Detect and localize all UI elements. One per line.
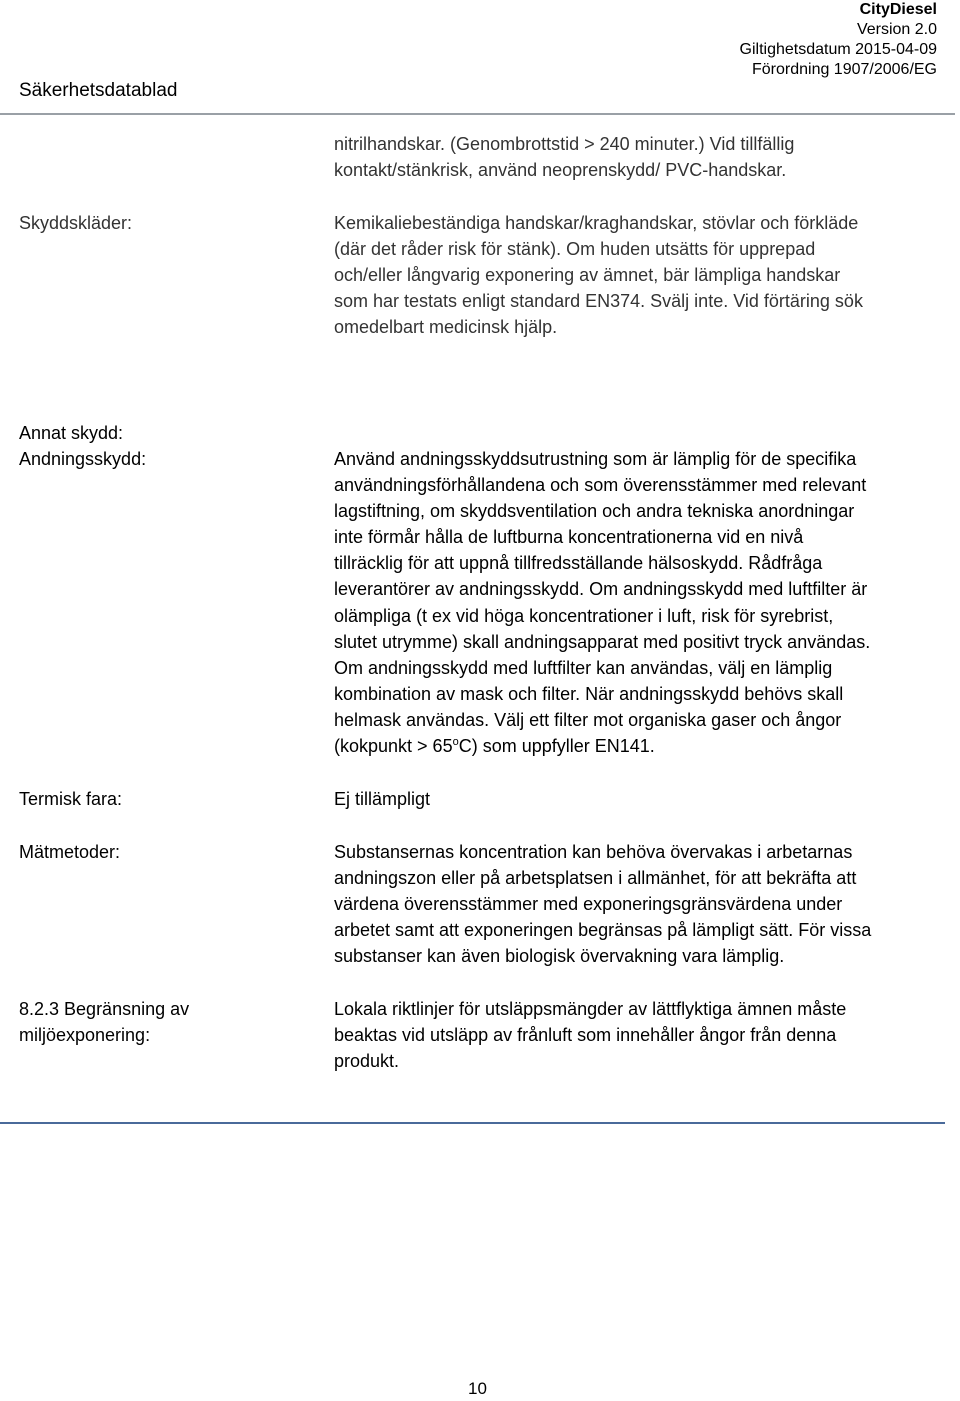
text-line: andningszon eller på arbetsplatsen i allmänhet, för att bekräfta att (334, 868, 857, 888)
text-line: produkt. (334, 1051, 400, 1071)
text-line: Kemikaliebeständiga handskar/kraghandskar, stövlar och förkläde (334, 213, 859, 233)
degree-superscript: o (452, 736, 459, 748)
text-line: användningsförhållandena och som överensstämmer med relevant (334, 475, 867, 495)
text-line: som har testats enligt standard EN374. Svälj inte. Vid förtäring sök (334, 291, 863, 311)
text-line: lagstiftning, om skyddsventilation och andra tekniska anordningar (334, 501, 855, 521)
document-type: Säkerhetsdatablad (19, 80, 178, 101)
validity-date: Giltighetsdatum 2015-04-09 (739, 41, 937, 58)
text-fragment: (kokpunkt > 65 (334, 736, 453, 756)
regulation: Förordning 1907/2006/EG (751, 61, 937, 78)
text-line: kombination av mask och filter. När andningsskydd behövs skall (334, 684, 844, 704)
text-line: tillräcklig för att uppnå tillfredsställande hälsoskydd. Rådfråga (334, 553, 823, 573)
header-divider (0, 113, 955, 115)
text-line: inte förmår hålla de luftburna koncentrationerna vid en nivå (334, 527, 804, 547)
text-line: Substansernas koncentration kan behöva övervakas i arbetarnas (334, 842, 853, 862)
text-line: kontakt/stänkrisk, använd neoprenskydd/ PVC-handskar. (334, 160, 787, 180)
text-line: substanser kan även biologisk övervakning vara lämplig. (334, 946, 785, 966)
text-line: nitrilhandskar. (Genombrottstid > 240 minuter.) Vid tillfällig (334, 134, 795, 154)
environmental-exposure-label: 8.2.3 Begränsning av (19, 999, 190, 1019)
text-line: värdena överensstämmer med exponeringsgränsvärdena under (334, 894, 843, 914)
environmental-exposure-label-cont: miljöexponering: (19, 1025, 151, 1045)
other-protection-label: Annat skydd: (19, 423, 124, 443)
text-line: slutet utrymme) skall andningsapparat med positivt tryck användas. (334, 632, 871, 652)
text-line: Lokala riktlinjer för utsläppsmängder av lättflyktiga ämnen måste (334, 999, 847, 1019)
text-line: arbetet samt att exponeringen begränsas på lämpligt sätt. För vissa (334, 920, 872, 940)
text-line: omedelbart medicinsk hjälp. (334, 317, 558, 337)
text-line: och/eller långvarig exponering av ämnet, bär lämpliga handskar (334, 265, 841, 285)
page-number: 10 (468, 1379, 487, 1398)
text-line: Använd andningsskyddsutrustning som är lämplig för de specifika (334, 449, 857, 469)
text-line: olämpliga (t ex vid höga koncentrationer i luft, risk för syrebrist, (334, 606, 834, 626)
text-line: helmask användas. Välj ett filter mot organiska gaser och ångor (334, 710, 842, 730)
version: Version 2.0 (856, 21, 937, 38)
text-line: (där det råder risk för stänk). Om huden utsätts för upprepad (334, 239, 816, 259)
product-name: CityDiesel (859, 1, 937, 18)
text-line: beaktas vid utsläpp av frånluft som innehåller ångor från denna (334, 1025, 837, 1045)
text-line (334, 733, 655, 759)
text-line: leverantörer av andningsskydd. Om andningsskydd med luftfilter är (334, 579, 868, 599)
thermal-hazard-label: Termisk fara: (19, 789, 123, 809)
header-meta (740, 0, 937, 80)
protective-clothing-label: Skyddskläder: (19, 213, 133, 233)
footer-divider (0, 1122, 945, 1124)
measurement-methods-label: Mätmetoder: (19, 842, 121, 862)
respiratory-protection-label: Andningsskydd: (19, 449, 147, 469)
thermal-hazard-value: Ej tillämpligt (334, 789, 431, 809)
text-fragment: C) som uppfyller EN141. (458, 736, 655, 756)
text-line: Om andningsskydd med luftfilter kan användas, välj en lämplig (334, 658, 833, 678)
